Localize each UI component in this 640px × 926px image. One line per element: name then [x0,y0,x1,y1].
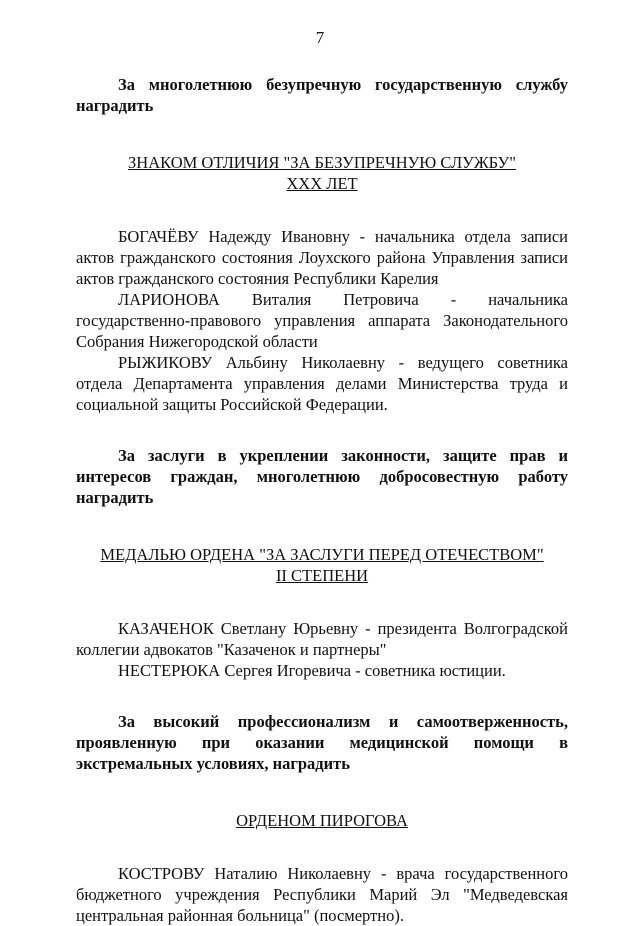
page-number: 7 [315,28,325,47]
section-2-recipient-2: НЕСТЕРЮКА Сергея Игоревича - советника юстиции. [118,661,506,680]
section-1-recipient-1: БОГАЧЁВУ Надежду Ивановну - начальника отдела записи актов гражданского состояния Лоухского района Управления записи актов гражданского состояния Республики Карелия [76,227,568,288]
section-1-recipient-2: ЛАРИОНОВА Виталия Петровича - начальника государственно-правового управления аппарата Законодательного Собрания Нижегородской области [76,290,568,351]
section-2-award-title-line1: МЕДАЛЬЮ ОРДЕНА "ЗА ЗАСЛУГИ ПЕРЕД ОТЕЧЕСТВОМ" [100,545,544,564]
section-3-recipient-1: КОСТРОВУ Наталию Николаевну - врача государственного бюджетного учреждения Республики Марий Эл "Медведевская центральная районная больница" (посмертно). [76,864,568,925]
section-3-award-title-line1: ОРДЕНОМ ПИРОГОВА [236,811,408,830]
section-1-recipient-3: РЫЖИКОВУ Альбину Николаевну - ведущего советника отдела Департамента управления делами Министерства труда и социальной защиты Российской Федерации. [76,353,568,414]
section-2-intro: За заслуги в укреплении законности, защите прав и интересов граждан, многолетнюю добросовестную работу наградить [76,446,568,507]
document-body [76,74,568,926]
section-1-award-title-line2: XXX ЛЕТ [286,174,358,193]
section-1-award-title-line1: ЗНАКОМ ОТЛИЧИЯ "ЗА БЕЗУПРЕЧНУЮ СЛУЖБУ" [128,153,516,172]
section-2-recipient-1: КАЗАЧЕНОК Светлану Юрьевну - президента Волгоградской коллегии адвокатов "Казаченок и партнеры" [76,619,568,659]
section-3-intro: За высокий профессионализм и самоотверженность, проявленную при оказании медицинской помощи в экстремальных условиях, наградить [76,712,568,773]
section-2-award-title-line2: II СТЕПЕНИ [275,566,369,585]
section-1-intro: За многолетнюю безупречную государственную службу наградить [76,75,568,115]
